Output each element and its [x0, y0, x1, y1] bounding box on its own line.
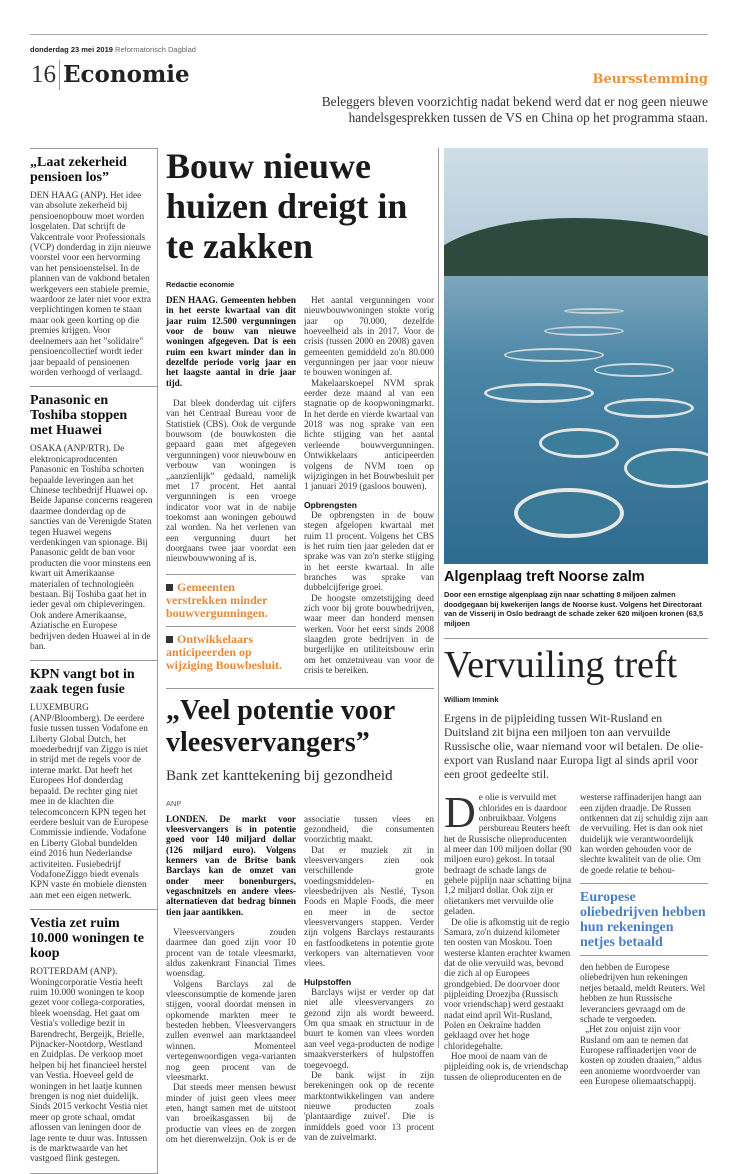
vlees-columns	[166, 814, 434, 1145]
paragraph: De bank wijst in zijn berekeningen ook op de recente marktontwikkelingen van andere nieuwe producten zoals 'plantaardige zuivel'. Die is inmiddels goed voor 13 procent van de zuivelmarkt.	[304, 1069, 434, 1142]
highlight-text: Gemeenten verstrekken minder bouwvergunningen.	[166, 579, 268, 620]
news-briefs	[30, 148, 158, 1174]
olie-columns	[444, 788, 708, 1086]
fish-pen	[594, 363, 674, 377]
bouw-columns	[166, 295, 434, 678]
brief	[30, 155, 157, 387]
paragraph: Hoe mooi de naam van de pijpleiding ook is, de vriendschap tussen de olieproducenten en de westerse raffinaderijen hangt aan een zijden draadje. De Russen	[444, 792, 702, 1082]
paragraph: Volgens Barclays zal de vleesconsumptie de komende jaren stijgen, vooral doordat mensen in opkomende markten meer te besteden hebben. Vleesvervangers zullen evenwel aan marktaandeel winnen. Momenteel vertegenwoordigen vega-varianten nog geen procent van de vleesmarkt.	[166, 978, 296, 1082]
brief	[30, 916, 157, 1174]
fish-pen	[514, 488, 624, 538]
column-divider	[438, 148, 439, 1048]
olie-lead: Ergens in de pijpleiding tussen Wit-Rusland en Duitsland zit bijna een miljoen ton aan vervuilde Russische olie, waar niemand voor wil betalen. De olie-export van Rusland naar Europa ligt al sinds april voor een groot gedeelte stil.	[444, 712, 704, 782]
brief	[30, 393, 157, 661]
highlight	[166, 574, 296, 626]
brief-text: LUXEMBURG (ANP/Bloomberg). De eerdere fusie tussen tussen Vodafone en Liberty Global Dutch, het moederbedrijf van Ziggo is niet in strijd met de regels voor de interne markt. Dat heeft het Europees Hof donderdag bepaald. De rechter ging niet mee in de klachten die telecomconcern KPN tegen het eerdere besluit van de Europese Commissie indiende. Vodafone en Liberty Global bundelden eind 2016 hun Nederlandse activiteiten. Fusiebedrijf VodafoneZiggo biedt evenals KPN vaste én mobiele diensten aan met een eigen netwerk.	[30, 703, 149, 901]
brief-text: DEN HAAG (ANP). Het idee van absolute zekerheid bij pensioenopbouw moet worden losgelaten. Dat schrijft de Vakcentrale voor Professionals (VCP) donderdag in zijn nieuwe voorstel voor een hervorming van het pensioenstelsel. In de plannen van de vakbond betalen werkgevers een stabiele premie, waardoor ze later niet voor extra verplichtingen komen te staan maar ook geen korting op die premies krijgen. Voor deelnemers aan het "solidaire" pensioencollectief wordt ieder jaar bepaald of pensioenen worden verhoogd of verlaagd.	[30, 191, 152, 378]
brief-title: „Laat zekerheid pensioen los”	[30, 155, 127, 185]
date: donderdag 23 mei 2019	[30, 45, 113, 54]
paragraph: Dat steeds meer mensen bewust minder of juist geen vlees meer eten, hangt samen met de uitstoot van broeikasgassen bij de productie van vlees en de zorgen om het dierenwelzijn. Ook is er de associatie tussen vlees en gezondheid, die consumenten voorzichtig maakt.	[166, 813, 434, 1144]
paragraph: ontkennen dat zij schuldig zijn aan de vervuiling. Het is dan ook niet duidelijk wie verantwoordelijk kan worden gehouden voor de slechte kwaliteit van de olie. Om de goede relatie te behou-	[580, 813, 708, 875]
right-column	[444, 148, 708, 1086]
paragraph: e olie is vervuild met chlorides en is daardoor onbruikbaar. Volgens persbureau Reuters heeft het de Russische olieproducenten al meer dan 100 miljoen dollar (90 miljoen euro) gekost. In totaal bedraagt de schade langs de gehele pijplijn naar schatting bijna 1,2 miljard dollar. Ook zijn er olietankers met vervuilde olie geladen.	[444, 792, 572, 917]
brief-title: Panasonic en Toshiba stoppen met Huawei	[30, 393, 128, 439]
fish-pen	[484, 383, 594, 403]
highlight	[166, 626, 296, 678]
paragraph: De opbrengsten in de bouw stegen afgelopen kwartaal met ruim 11 procent. Volgens het CBS is het ruim tien jaar geleden dat er sprake was van zo'n sterke stijging in het eerste kwartaal. In alle branches was sprake van dubbelcijferige groei.	[304, 509, 434, 593]
fish-pen	[564, 308, 624, 314]
byline: Redactie economie	[166, 280, 235, 289]
olie-headline: Vervuiling treft	[444, 644, 678, 687]
section-rule	[444, 638, 708, 639]
paragraph: Dat bleek donderdag uit cijfers van het Centraal Bureau voor de Statistiek (CBS). Ook de vergunde bouwsom (de bouwkosten die gepaard gaan met afgegeven vergunningen) voor nieuwbouw en verbouw van woningen is „aanzienlijk” gedaald, namelijk met 17 procent. Het aantal vergunningen is een vroege indicator voor wat in de nabije toekomst aan woningen gebouwd zal worden. Na het verlenen van een vergunning duurt het doorgaans twee jaar voordat een nieuwbouwwoning af is.	[166, 398, 296, 564]
bouw-headline: Bouw nieuwe huizen dreigt in te zakken	[166, 146, 408, 266]
beursstemming-label: Beursstemming	[592, 72, 708, 87]
salmon-farm-photo	[444, 148, 708, 564]
brief-text: OSAKA (ANP/RTR). De elektronicaproducenten Panasonic en Toshiba schorten bepaalde leveringen aan het Chinese techbedrijf Huawei op. Beide Japanse concerns reageren daarmee donderdag op de sancties van de Verenigde Staten tegen Huawei wegens verdenkingen van spionage. Bij Panasonic geldt de ban voor producten die voor minstens een kwart uit Amerikaanse materialen of technologieën bestaan. Bij Toshiba gaat het in ieder geval om chipleveringen. Ook andere Amerikaanse, Aziatische en Europese bedrijven deden Huawei al in de ban.	[30, 444, 153, 653]
brief-text: ROTTERDAM (ANP). Woningcorporatie Vestia heeft ruim 10.000 woningen te koop gezet voor collega-corporaties, bleek woensdag. Het gaat om Vestia's volledige bezit in Barendrecht, Bergeijk, Brielle, Pijnacker-Nootdorp, Westland en Zuidplas. De verkoop moet helpen bij het financieel herstel van Vestia. Hoeveel geld de woningen in het laatje kunnen brengen is nog niet duidelijk. Sinds 2015 verkocht Vestia niet meer op grote schaal, omdat aflossen van leningen door de lage rente te duur was. Intussen is de marktwaarde van het vastgoed flink gestegen.	[30, 967, 148, 1165]
highlight-text: Ontwikkelaars anticipeerden op wijziging Bouwbesluit.	[166, 631, 283, 672]
paragraph: den hebben de Europese oliebedrijven hun rekeningen netjes betaald, meldt Reuters. Wel hebben ze hun Russische leveranciers gevraagd om de schade te vergoeden.	[580, 962, 706, 1024]
lead: DEN HAAG. Gemeenten hebben in het eerste kwartaal van dit jaar ruim 12.500 vergunningen voor de bouw van nieuwe woningen afgegeven. Dat is een ruim een kwart minder dan in dezelfde periode vorig jaar en het laagste aantal in drie jaar tijd.	[166, 295, 296, 388]
fish-pen	[539, 428, 619, 458]
paragraph: Het aantal vergunningen voor nieuwbouwwoningen stokte vorig jaar op 70.000, dezelfde hoeveelheid als in 2017. Voor de crisis (tussen 2000 en 2008) gaven gemeenten gemiddeld zo'n 80.000 vergunningen per jaar voor nieuw te bouwen woningen af.	[304, 295, 434, 378]
paper-name: Reformatorisch Dagblad	[115, 45, 196, 54]
paragraph: De hoogste omzetstijging deed zich voor bij grote bouwbedrijven, waar meer dan honderd mensen werken. Voor het eerst sinds 2008 slaagden grote bedrijven in de burgerlijke en utiliteitsbouw erin om het omzetniveau van voor de crisis te bereiken.	[304, 592, 434, 676]
page-number: 16	[31, 61, 56, 88]
dateline	[30, 45, 196, 54]
brief-title: Vestia zet ruim 10.000 woningen te koop	[30, 916, 144, 962]
drop-cap: D	[444, 788, 476, 838]
paragraph: De olie is afkomstig uit de regio Samara, zo'n duizend kilometer ten oosten van Moskou. Toen westerse klanten erachter kwamen dat de olie vervuild was, bevond die zich al op Europees grondgebied. De doorvoer door pijpleiding Droezjba (Russisch voor vriendschap) werd gestaakt nadat eind april Wit-Rusland, Polen en Oekraïne hadden geklaagd over het hoge chloridegehalte.	[444, 916, 571, 1051]
top-rule	[30, 34, 708, 35]
subheading: Hulpstoffen	[304, 976, 352, 987]
bouw-article	[166, 146, 434, 678]
byline: ANP	[166, 798, 182, 808]
fish-pen	[544, 326, 624, 336]
section-header	[31, 60, 190, 90]
fish-pen	[604, 398, 694, 418]
brief-title: KPN vangt bot in zaak tegen fusie	[30, 667, 135, 698]
subheading: Opbrengsten	[304, 499, 357, 510]
section-rule	[166, 688, 434, 689]
mountain	[444, 218, 708, 278]
vlees-subtitle: Bank zet kanttekening bij gezondheid	[166, 767, 393, 784]
paragraph: Dat er muziek zit in vleesvervangers zien ook verschillende grote voedingsmiddelen- en vleesbedrijven als Nestlé, Tyson Foods en Maple Foods, die meer en meer in de sector vleesvervangers stappen. Verder zijn volgens Barclays restaurants en fastfoodketens in potentie grote verkopers van alternatieven voor vlees.	[304, 844, 434, 969]
paragraph: Makelaarskoepel NVM sprak eerder deze maand al van een stagnatie op de koopwoningmarkt. In het derde en vierde kwartaal van 2018 was nog sprake van een lichte stijging van het aantal verleende bouwvergunningen. Ontwikkelaars anticipeerden volgens de NVM toen op wijzigingen in het Bouwbesluit per 1 januari 2019 (gasloos bouwen).	[304, 377, 434, 492]
section-title: Economie	[63, 61, 190, 88]
divider	[59, 60, 60, 90]
paragraph: Barclays wijst er verder op dat niet alle vleesvervangers zo gezond zijn als wordt beweerd. Om qua smaak en structuur in de buurt te komen van vlees worden aan veel vega-producten de nodige smaakversterkers of hulpstoffen toegevoegd.	[304, 987, 434, 1070]
fish-pen	[504, 348, 604, 362]
photo-headline: Algenplaag treft Noorse zalm	[444, 569, 645, 585]
vlees-headline: „Veel potentie voor vleesvervangers”	[166, 694, 395, 758]
paragraph: „Het zou onjuist zijn voor Rusland om aan te nemen dat Europese raffinaderijen voor de kosten op zouden draaien,” aldus een anonieme woordvoerder van een Europese oliemaatschappij.	[580, 1024, 702, 1086]
pull-quote: Europese oliebedrijven hebben hun rekeningen netjes betaald	[580, 883, 708, 956]
beursstemming-text: Beleggers bleven voorzichtig nadat bekend werd dat er nog geen nieuwe handelsgesprekken tussen de VS en China op het programma staan.	[321, 94, 708, 125]
brief	[30, 667, 157, 910]
middle-column	[166, 146, 434, 1144]
photo-caption: Door een ernstige algenplaag zijn naar schatting 8 miljoen zalmen doodgegaan bij kwekerijen langs de Noorse kust. Volgens het Directoraat van de Visserij in Oslo bedraagt de schade zeker 620 miljoen kronen (63,5 miljoen	[444, 590, 704, 628]
vlees-article	[166, 695, 434, 1145]
byline: William Immink	[444, 695, 499, 705]
paragraph: Vleesvervangers zouden daarmee dan goed zijn voor 10 procent van de totale vleesmarkt, aldus zakenkrant Financial Times woensdag.	[166, 927, 296, 979]
olie-article	[444, 643, 708, 1086]
lead: LONDEN. De markt voor vleesvervangers is in potentie goed voor 140 miljard dollar (126 miljard euro). Volgens kenners van de Britse bank Barclays kan de omzet van onder meer bonenburgers, vegaschnitzels en andere vlees-alternatieven dat bedrag binnen tien jaar aantikken.	[166, 813, 296, 917]
